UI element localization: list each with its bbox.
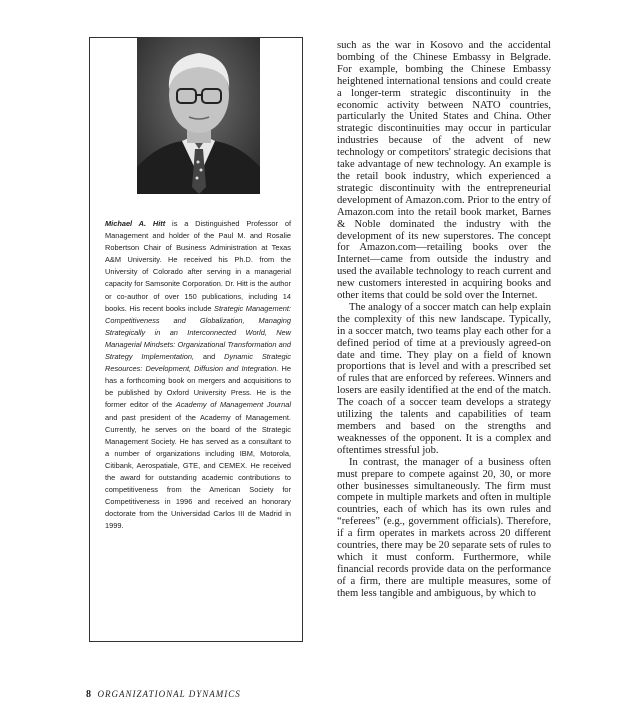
author-bio	[105, 218, 291, 532]
journal-title: ORGANIZATIONAL DYNAMICS	[97, 689, 241, 699]
bio-text-run: and past president of the Academy of Management. Currently, he serves on the board of the Strategic Management Society. He has served as a consultant to a number of organizations including IBM, Motorola, Citibank, Aerospatiale, GTE, and CEMEX. He received the award for outstanding academic contributions to competitiveness from the American Society for Competitiveness in 1996 and received an honorary doctorate from the Universidad Carlos III de Madrid in 1999.	[105, 412, 291, 531]
article-column	[337, 40, 551, 600]
page-footer	[86, 689, 241, 700]
paragraph-2: The analogy of a soccer match can help explain the complexity of this new landscape. Typically, in a soccer match, two teams play each other for a defined period of time at a previously agreed-on date and time. They play on a field of known proportions that is level and with a prescribed set of rules that are enforced by referees. Winners and losers are easily identified at the end of the match. The coach of a soccer team develops a strategy utilizing the talents and capabilities of team members and based on the strengths and weaknesses of the opponent. It is a complex and oftentimes stressful job.	[337, 301, 551, 456]
bio-italic-title: Dynamic Strategic Resources: Development, Diffusion and Integration.	[105, 352, 291, 374]
bio-text-run: and	[194, 352, 225, 362]
author-portrait-image	[137, 37, 260, 194]
author-photo	[137, 37, 260, 194]
bio-italic-title: Academy of Management Journal	[175, 400, 291, 410]
author-name: Michael A. Hitt	[105, 219, 166, 228]
author-bio-text	[105, 219, 291, 530]
page-number: 8	[86, 689, 92, 700]
bio-italic-title: Strategic Management: Competitiveness and Globalization, Managing Strategically in an Interconnected World, New Managerial Mindsets: Organizational Transformation and Strategy Implementation,	[105, 303, 291, 362]
bio-text-run: He has a forthcoming book on mergers and acquisitions to be published by Oxford University Press. He is the former editor of the	[105, 364, 291, 410]
paragraph-1: such as the war in Kosovo and the accidental bombing of the Chinese Embassy in Belgrade. For example, bombing the Chinese Embassy heightened international tensions and could create a longer-term strategic discontinuity in the economic activity between NATO countries, particularly the United States and China. Other strategic discontinuities may occur in particular industries because of the advent of new technology or competitors' strategic decisions that take advantage of new technology. An example is the retail book industry, which experienced a strategic discontinuity with the entrepreneurial development of Amazon.com. Prior to the entry of Amazon.com into the retail book market, Barnes & Noble dominated the industry with the development of its new superstores. The concept for Amazon.com—retailing books over the Internet—came from outside the industry and used the available technology to reach current and new customers interested in acquiring books and other items that could be sold over the Internet.	[337, 40, 551, 302]
bio-text-run: is a Distinguished Professor of Management and holder of the Paul M. and Rosalie Robertson Chair of Business Administration at Texas A&M University. He received his Ph.D. from the University of Colorado after serving in a managerial capacity for Samsonite Corporation. Dr. Hitt is the author or co-author of over 150 publications, including 14 books. His recent books include	[105, 219, 291, 313]
paragraph-3: In contrast, the manager of a business often must prepare to compete against 20, 30, or more other businesses simultaneously. The firm must compete in multiple markets and often in multiple countries, each of which has its own rules and “referees” (e.g., government officials). Therefore, if a firm operates in markets across 20 different countries, there may be 20 separate sets of rules to which it must conform. Furthermore, while financial records provide data on the performance of a firm, there are multiple measures, some of them less tangible and ambiguous, by which to	[337, 456, 551, 599]
